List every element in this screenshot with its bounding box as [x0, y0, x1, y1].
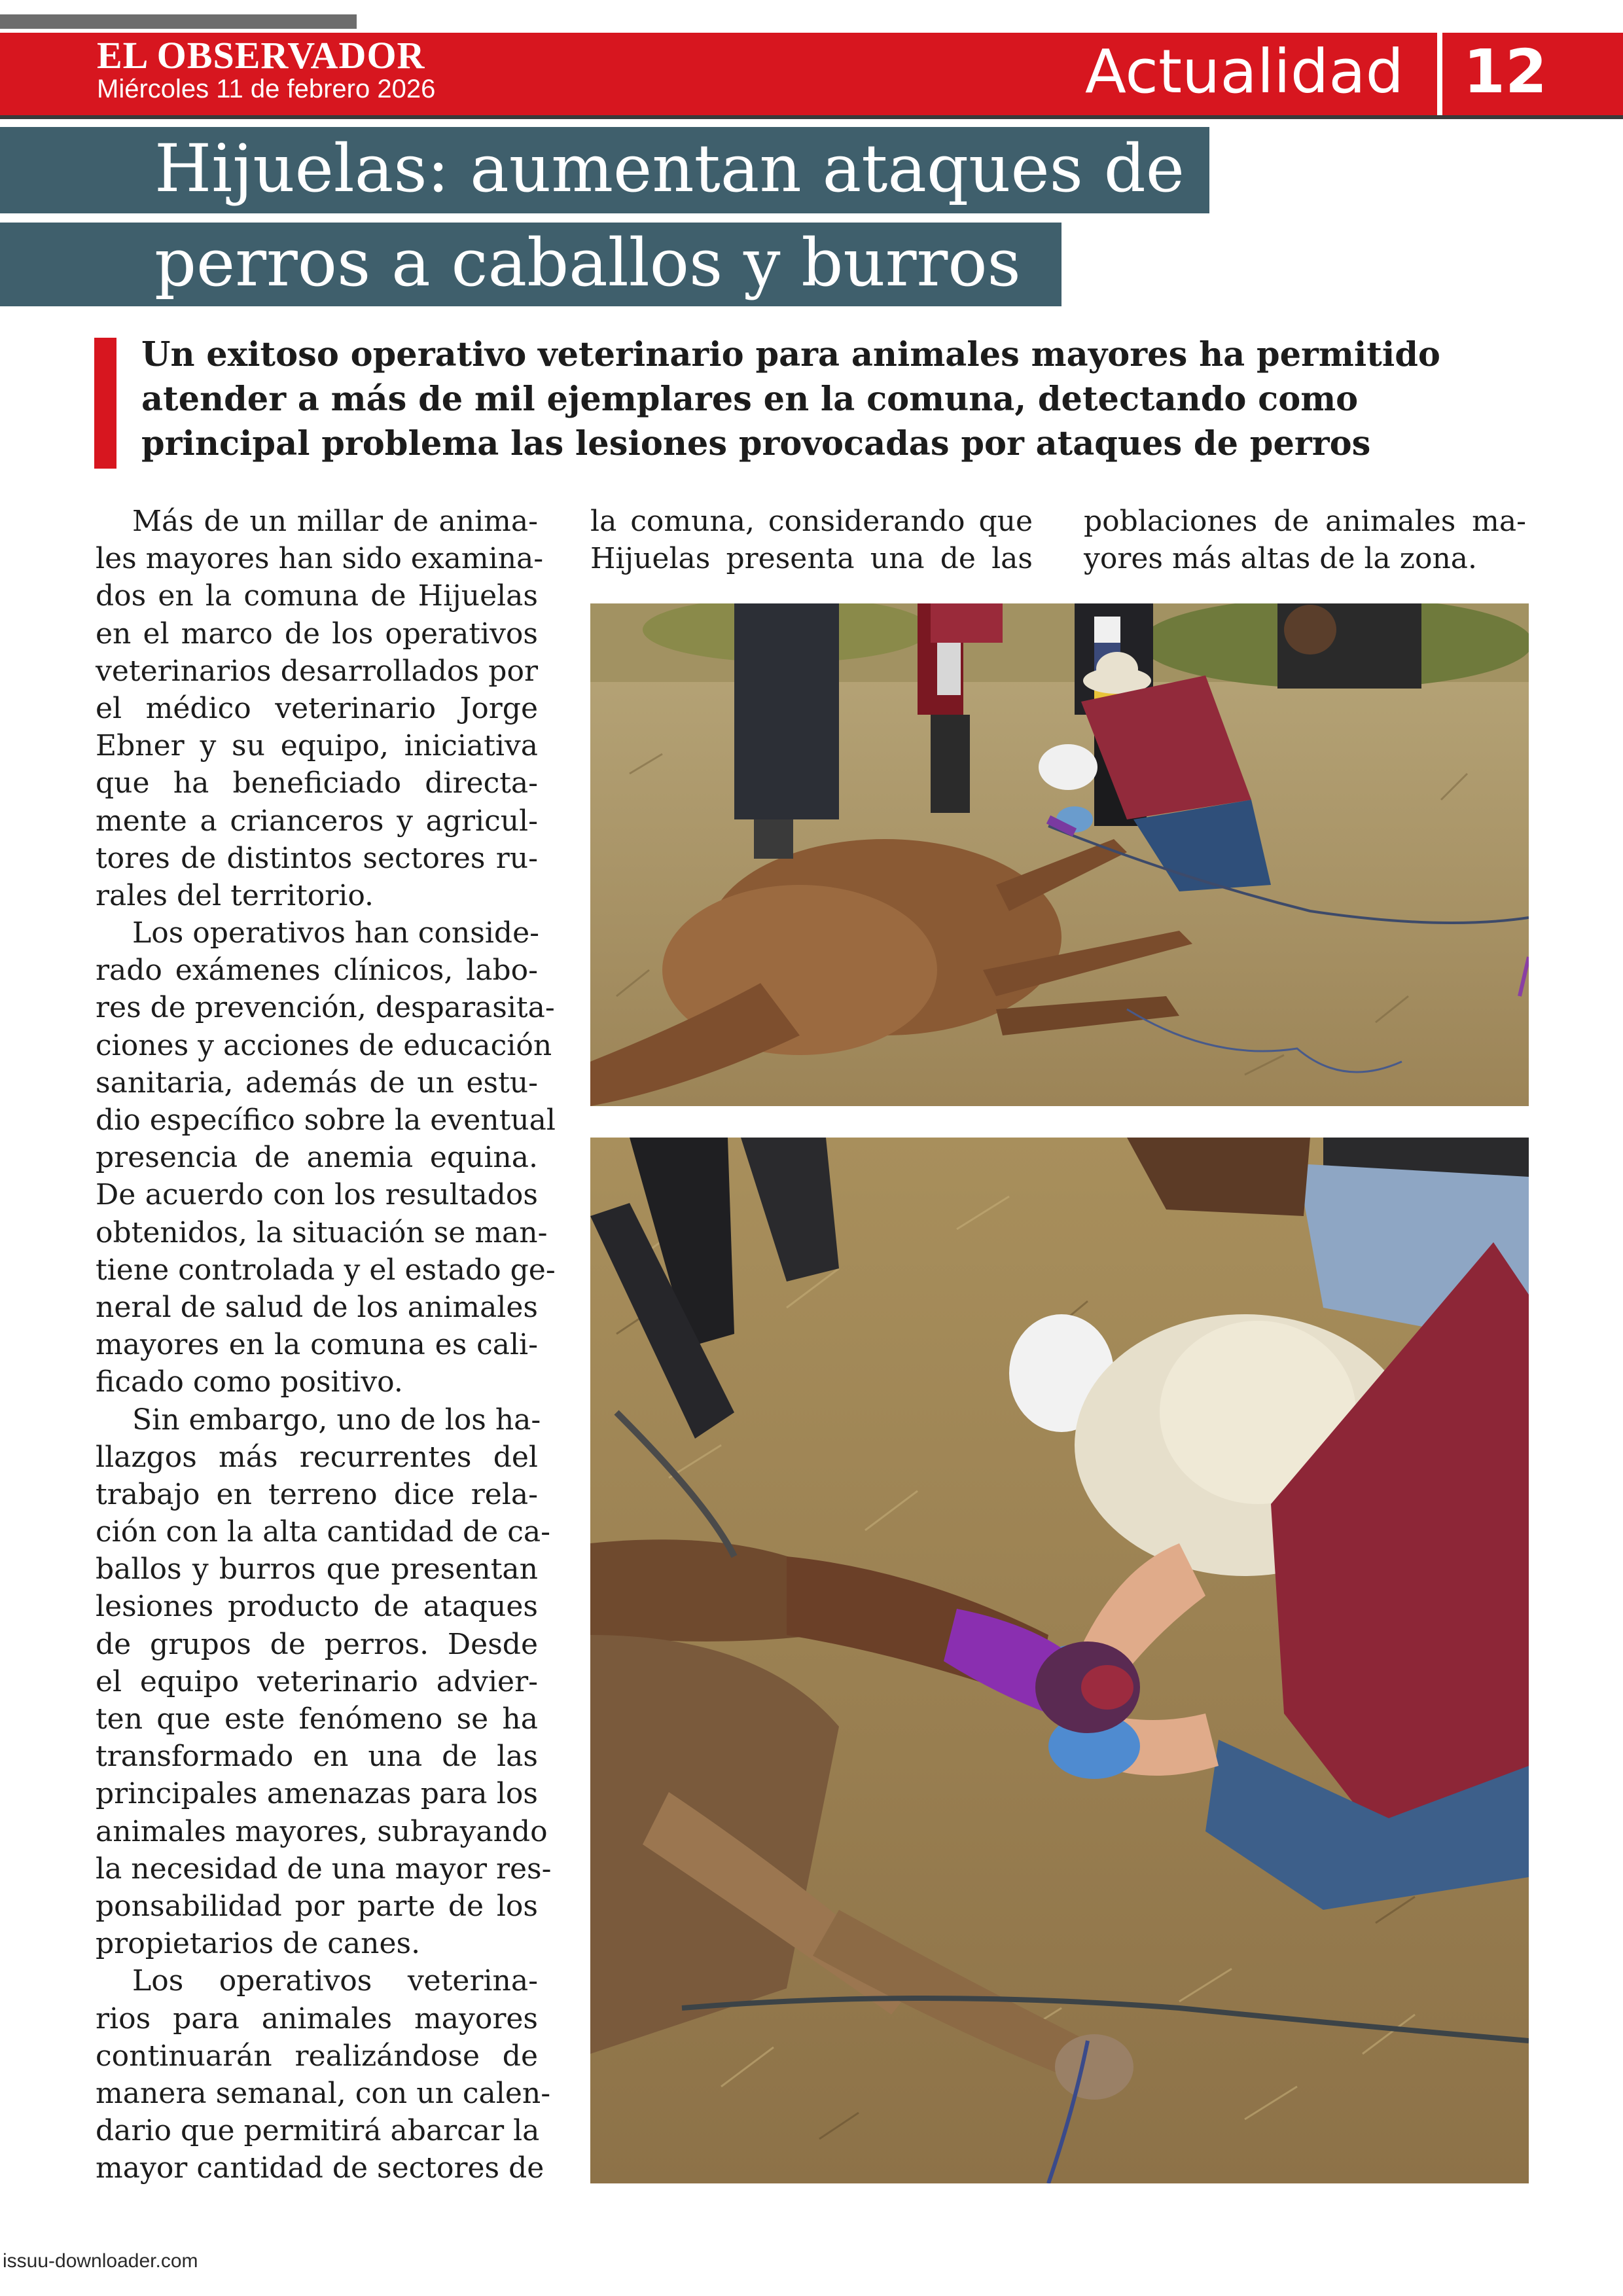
- text-line: dario que permitirá abarcar la: [96, 2114, 540, 2148]
- lead-line: principal problema las lesiones provocadas por ataques de perros: [141, 424, 1371, 463]
- text-line: manera semanal, con un calen-: [96, 2076, 551, 2110]
- text-line: animales mayores, subrayando: [96, 1814, 548, 1848]
- lead-accent-bar: [94, 338, 116, 469]
- text-line: tores de distintos sectores ru-: [96, 841, 538, 875]
- text-line: ficado como positivo.: [96, 1365, 403, 1399]
- text-line: continuarán realizándose de: [96, 2039, 538, 2073]
- text-line: el médico veterinario Jorge: [96, 691, 538, 725]
- lead-line: Un exitoso operativo veterinario para animales mayores ha permitido: [141, 335, 1440, 374]
- text-line: obtenidos, la situación se man-: [96, 1215, 548, 1249]
- text-line: tiene controlada y el estado ge-: [96, 1253, 556, 1287]
- paragraph-2: [96, 914, 556, 1401]
- text-line: trabajo en terreno dice rela-: [96, 1477, 538, 1511]
- text-line: yores más altas de la zona.: [1084, 542, 1478, 576]
- text-line: mente a crianceros y agricul-: [96, 804, 538, 838]
- text-line: ciones y acciones de educación: [96, 1028, 552, 1062]
- masthead-divider: [1437, 33, 1442, 115]
- text-line: mayores en la comuna es cali-: [96, 1328, 538, 1362]
- text-line: Los operativos han conside-: [132, 916, 539, 950]
- issue-date: Miércoles 11 de febrero 2026: [97, 75, 436, 103]
- text-line: rado exámenes clínicos, labo-: [96, 954, 538, 988]
- headline-line-2: perros a caballos y burros: [154, 224, 1021, 301]
- text-line: Ebner y su equipo, iniciativa: [96, 729, 538, 763]
- top-rule: [0, 14, 357, 29]
- text-line: mayor cantidad de sectores de: [96, 2151, 544, 2185]
- text-line: de grupos de perros. Desde: [96, 1627, 538, 1661]
- text-line: dos en la comuna de Hijuelas: [96, 579, 538, 613]
- text-line: transformado en una de las: [96, 1740, 538, 1774]
- text-line: dio específico sobre la eventual: [96, 1103, 556, 1137]
- masthead-underline: [0, 115, 1623, 119]
- text-line: en el marco de los operativos: [96, 617, 538, 651]
- text-line: la comuna, considerando que: [590, 505, 1033, 538]
- text-line: principales amenazas para los: [96, 1777, 538, 1811]
- text-line: neral de salud de los animales: [96, 1290, 538, 1324]
- body-column-3: [1084, 503, 1526, 577]
- text-line: De acuerdo con los resultados: [96, 1178, 538, 1212]
- body-column-2: [590, 503, 1033, 577]
- text-line: la necesidad de una mayor res-: [96, 1852, 552, 1886]
- section-name: Actualidad: [1085, 37, 1404, 107]
- text-line: Los operativos veterina-: [132, 1964, 538, 1998]
- paragraph-1: [96, 503, 544, 914]
- text-line: veterinarios desarrollados por: [96, 654, 538, 688]
- watermark: issuu-downloader.com: [3, 2250, 198, 2272]
- body-column-1: [96, 503, 556, 2187]
- text-line: que ha beneficiado directa-: [96, 766, 538, 800]
- text-line: ballos y burros que presentan: [96, 1552, 538, 1587]
- text-line: les mayores han sido examina-: [96, 542, 544, 576]
- photo-horse-treatment-wide: [590, 603, 1529, 1106]
- page-number: 12: [1463, 37, 1548, 107]
- text-line: lesiones producto de ataques: [96, 1590, 538, 1624]
- text-line: ten que este fenómeno se ha: [96, 1702, 538, 1736]
- paragraph-4: [96, 1962, 551, 2187]
- headline-line-1: Hijuelas: aumentan ataques de: [154, 130, 1185, 207]
- text-line: el equipo veterinario advier-: [96, 1664, 538, 1698]
- text-line: poblaciones de animales ma-: [1084, 505, 1526, 538]
- text-line: rios para animales mayores: [96, 2001, 538, 2036]
- text-line: llazgos más recurrentes del: [96, 1440, 538, 1474]
- lead-line: atender a más de mil ejemplares en la comuna, detectando como: [141, 380, 1359, 419]
- text-line: Hijuelas presenta una de las: [590, 542, 1033, 576]
- photo-hoof-treatment-closeup: [590, 1138, 1529, 2183]
- lead-paragraph: [141, 332, 1529, 466]
- paper-name: EL OBSERVADOR: [97, 34, 425, 77]
- text-line: ponsabilidad por parte de los: [96, 1889, 538, 1923]
- text-line: Sin embargo, uno de los ha-: [132, 1403, 541, 1437]
- text-line: presencia de anemia equina.: [96, 1141, 538, 1175]
- paragraph-3: [96, 1401, 552, 1963]
- text-line: propietarios de canes.: [96, 1927, 421, 1961]
- text-line: ción con la alta cantidad de ca-: [96, 1515, 550, 1549]
- text-line: res de prevención, desparasita-: [96, 991, 555, 1025]
- text-line: rales del territorio.: [96, 878, 374, 912]
- text-line: Más de un millar de anima-: [132, 505, 538, 538]
- text-line: sanitaria, además de un estu-: [96, 1066, 538, 1100]
